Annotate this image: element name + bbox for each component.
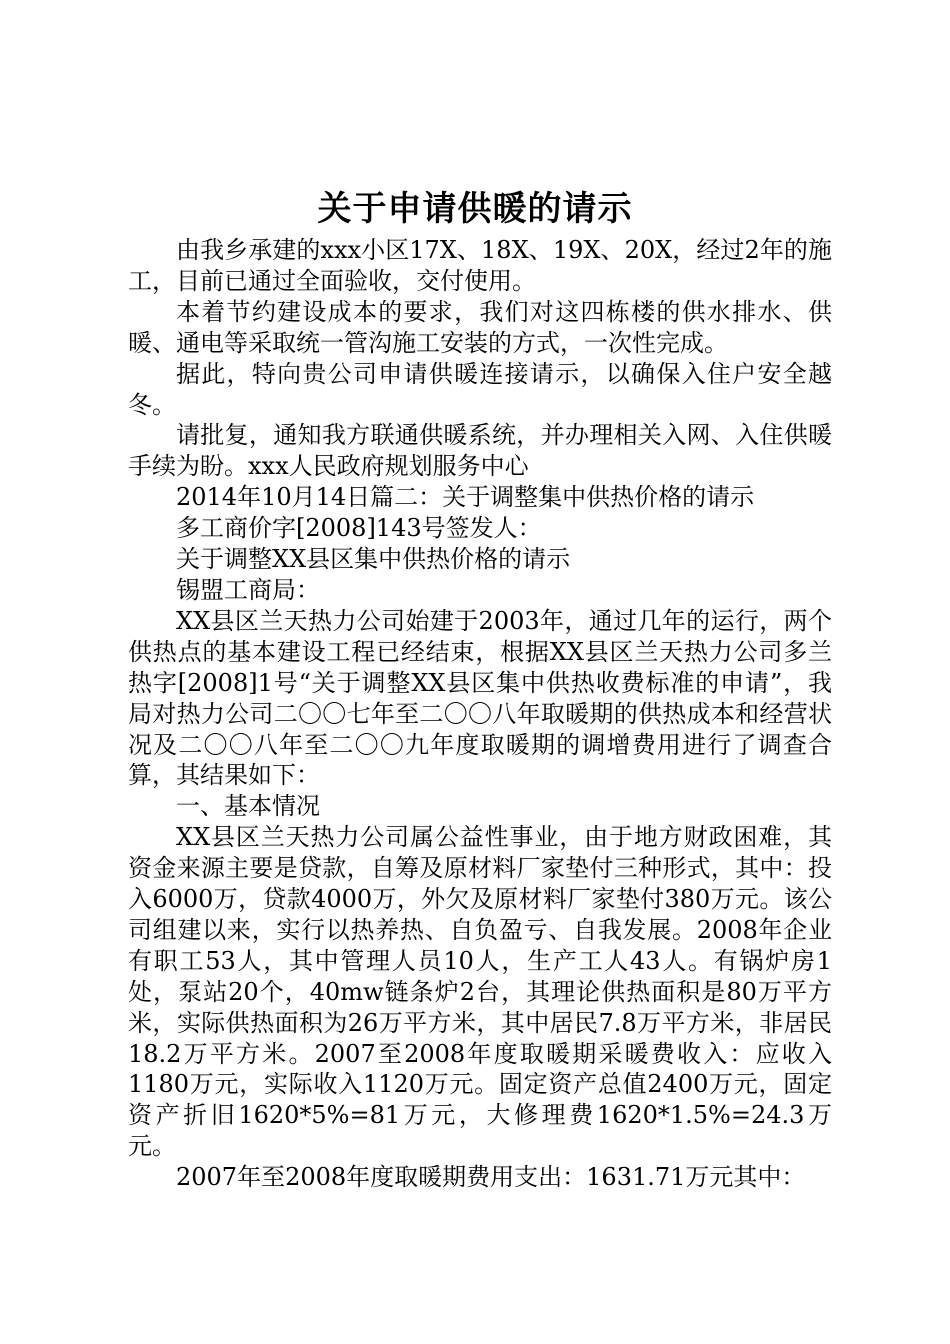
paragraph-expenses: 2007年至2008年度取暖期费用支出：1631.71万元其中：: [176, 1163, 806, 1192]
paragraph-subtitle: 关于调整XX县区集中供热价格的请示: [176, 545, 571, 574]
paragraph-basic-info: XX县区兰天热力公司属公益性事业，由于地方财政困难，其资金来源主要是贷款，自筹及原材料厂家垫付三种形式，其中：投入6000万，贷款4000万，外欠及原材料厂家垫付380万元。该公司组建以来，实行以热养热、自负盈亏、自我发展。2008年企业有职工53人，其中管理人员10人，生产工人43人。有锅炉房1处，泵站20个，40mw链条炉2台，其理论供热面积是80万平方米，实际供热面积为26万平方米，其中居民7.8万平方米，非居民18.2万平方米。2007至2008年度取暖期采暖费收入：应收入1180万元，实际收入1120万元。固定资产总值2400万元，固定资产折旧1620*5%=81万元，大修理费1620*1.5%=24.3万元。: [128, 823, 832, 1161]
section-heading-basic-info: 一、基本情况: [176, 792, 320, 821]
document-title: 关于申请供暖的请示: [317, 189, 633, 229]
document-body: [128, 235, 832, 1193]
paragraph-2: 本着节约建设成本的要求，我们对这四栋楼的供水排水、供暖、通电等采取统一管沟施工安装的方式，一次性完成。: [128, 297, 832, 357]
paragraph-1: 由我乡承建的xxx小区17X、18X、19X、20X，经过2年的施工，目前已通过全面验收，交付使用。: [128, 236, 832, 295]
paragraph-document-number: 多工商价字[2008]143号签发人：: [176, 514, 542, 543]
paragraph-recipient: 锡盟工商局：: [176, 575, 320, 604]
paragraph-background: XX县区兰天热力公司始建于2003年，通过几年的运行，两个供热点的基本建设工程已经结束，根据XX县区兰天热力公司多兰热字[2008]1号“关于调整XX县区集中供热收费标准的申请”，我局对热力公司二〇〇七年至二〇〇八年取暖期的供热成本和经营状况及二〇〇八年至二〇〇九年度取暖期的调增费用进行了调查合算，其结果如下：: [128, 606, 832, 790]
paragraph-date-heading: 2014年10月14日篇二：关于调整集中供热价格的请示: [176, 483, 755, 512]
paragraph-3: 据此，特向贵公司申请供暖连接请示，以确保入住户安全越冬。: [128, 359, 832, 419]
paragraph-4: 请批复，通知我方联通供暖系统，并办理相关入网、入住供暖手续为盼。xxx人民政府规划服务中心: [128, 421, 832, 481]
